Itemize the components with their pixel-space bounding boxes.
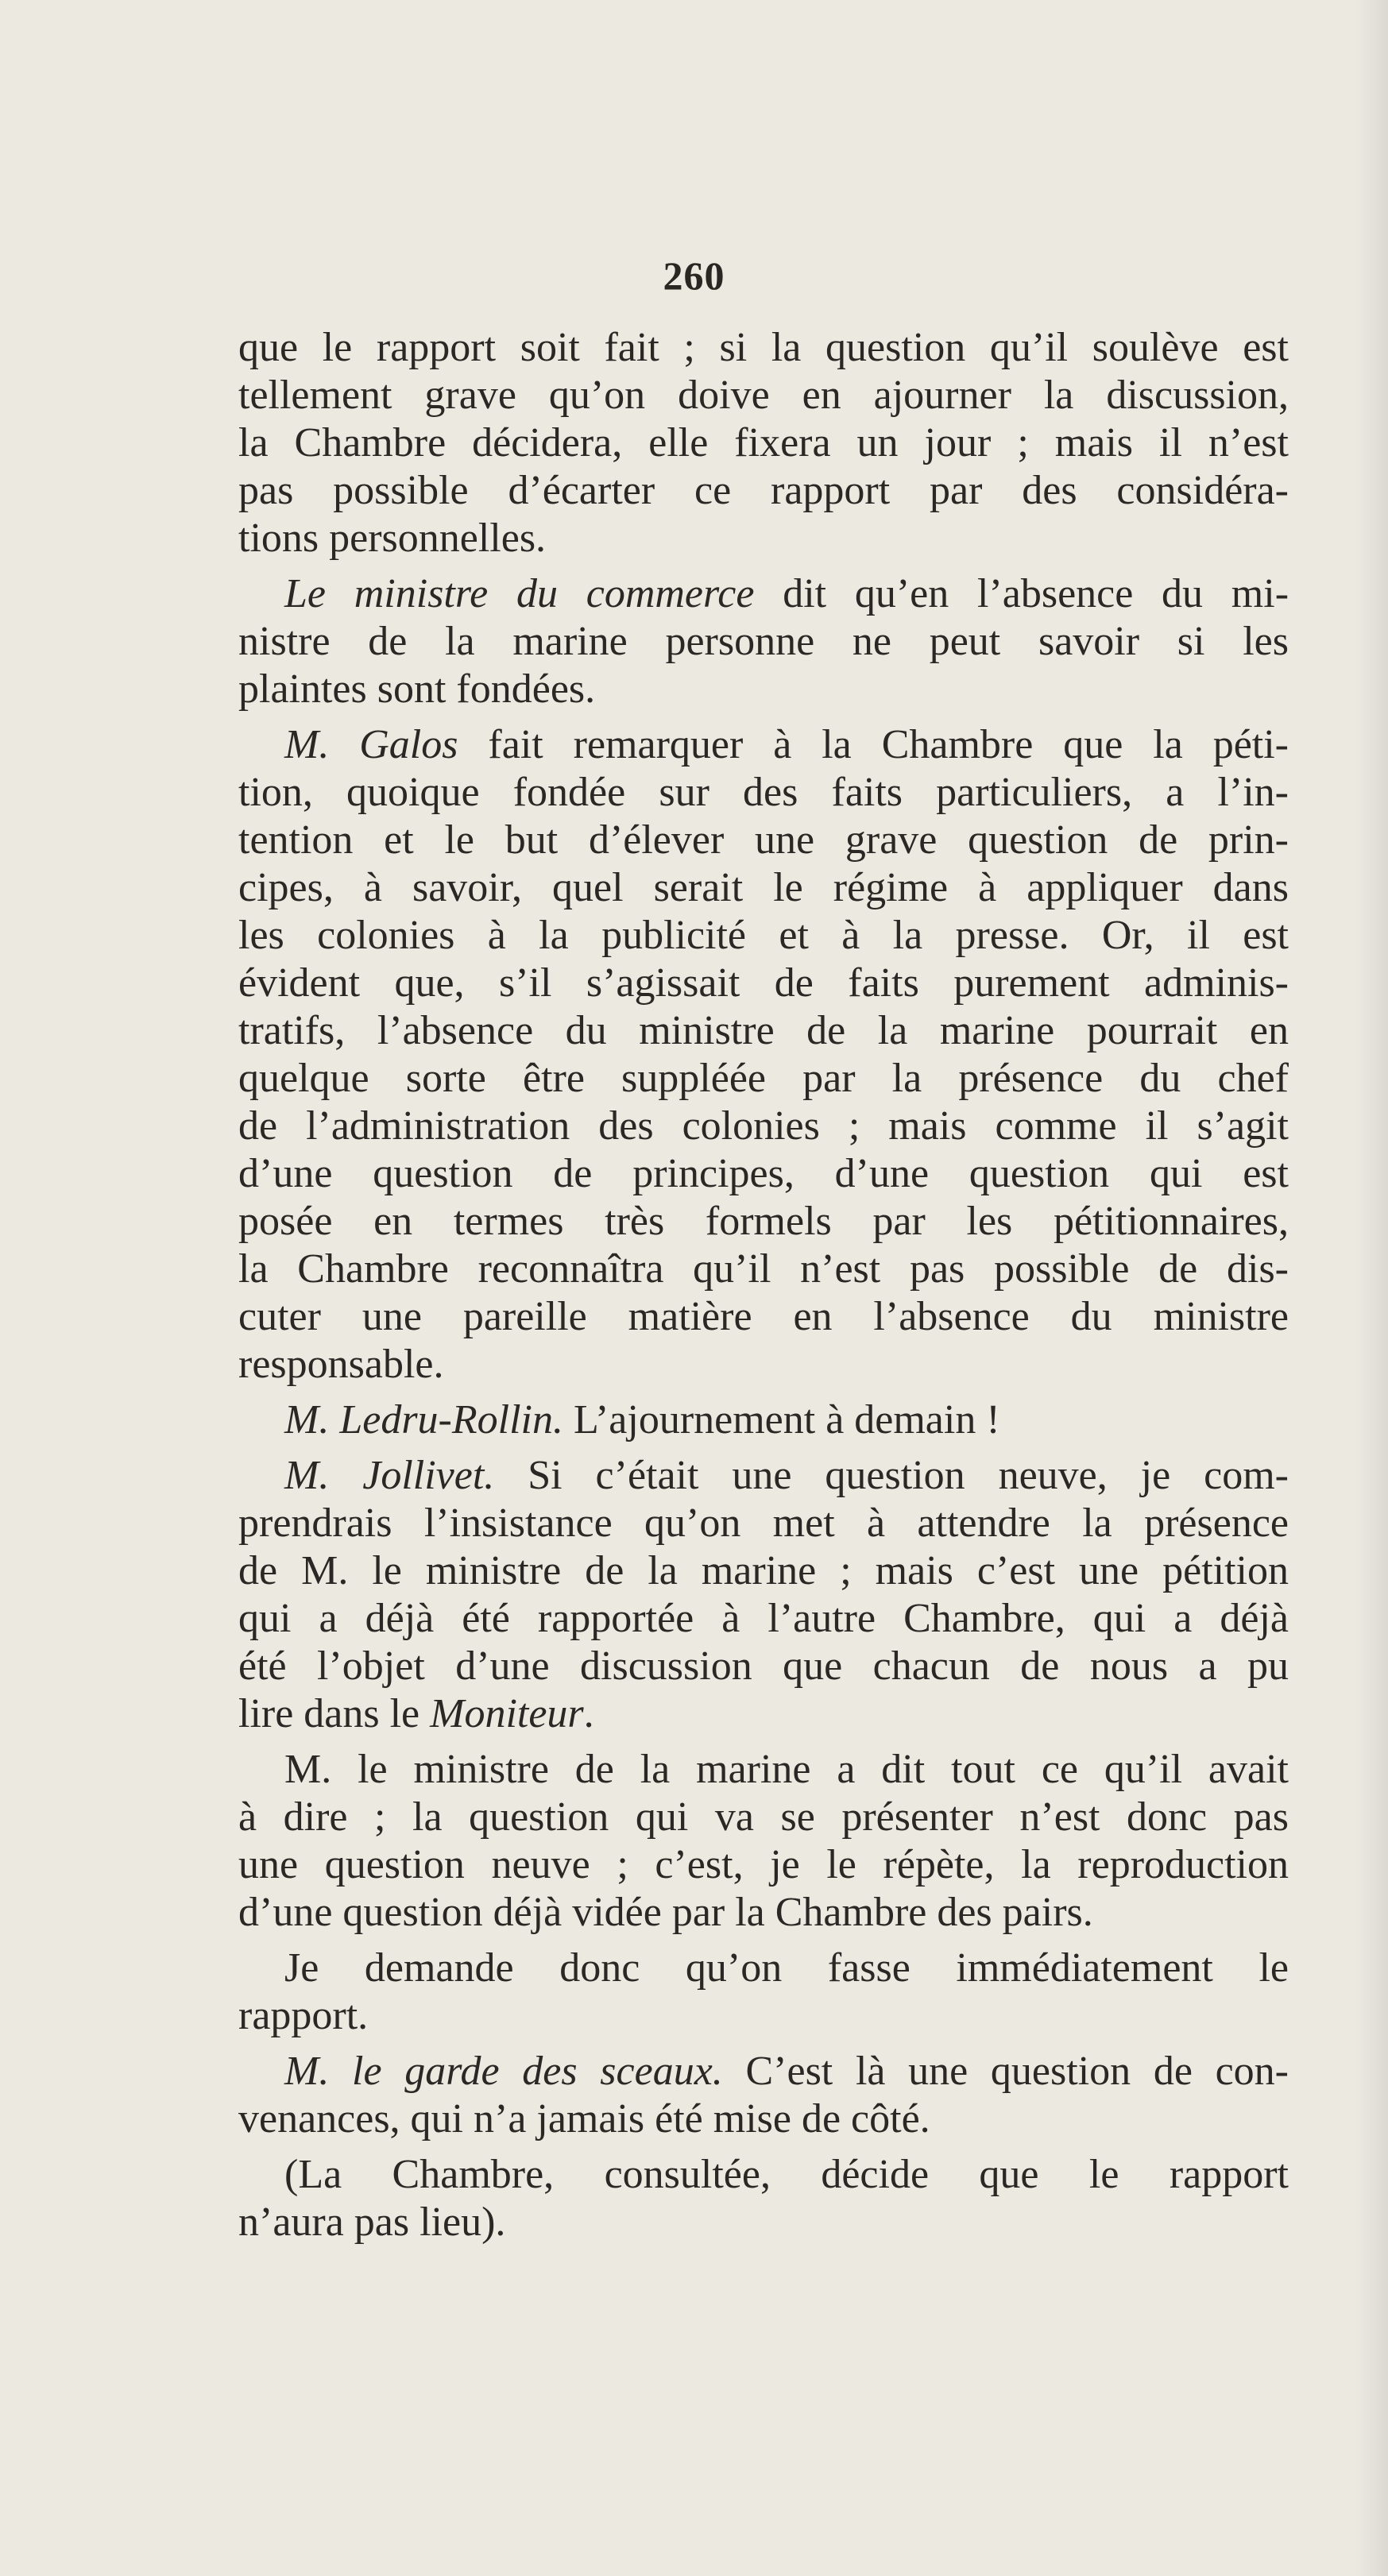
- newspaper-title: Moniteur: [430, 1691, 584, 1736]
- text-line: d’une question de principes, d’une question qui est: [238, 1151, 1289, 1196]
- text-line: M. le garde des sceaux. C’est là une question de con-: [284, 2049, 1289, 2094]
- text-line: d’une question déjà vidée par la Chambre des pairs.: [238, 1890, 1093, 1935]
- text-line: rapport.: [238, 1993, 369, 2038]
- text-line: tellement grave qu’on doive en ajourner la discussion,: [238, 373, 1289, 418]
- text-line: tention et le but d’élever une grave question de prin-: [238, 817, 1289, 863]
- text-line: M. le ministre de la marine a dit tout ce qu’il avait: [284, 1747, 1289, 1792]
- text-line: la Chambre décidera, elle fixera un jour ; mais il n’est: [238, 420, 1289, 465]
- speaker-name: M. Jollivet.: [284, 1453, 495, 1498]
- text-line: plaintes sont fondées.: [238, 666, 596, 712]
- speaker-name: M. Galos: [284, 722, 458, 767]
- text-line: de M. le ministre de la marine ; mais c’est une pétition: [238, 1548, 1289, 1593]
- text-line: évident que, s’il s’agissait de faits purement adminis-: [238, 960, 1289, 1006]
- paragraph: [238, 1452, 1289, 1738]
- text-line: (La Chambre, consultée, décide que le rapport: [284, 2152, 1289, 2197]
- text-line: tions personnelles.: [238, 516, 547, 561]
- paragraph: [238, 570, 1289, 713]
- text-line: quelque sorte être suppléée par la présence du chef: [238, 1056, 1289, 1101]
- text-line: pas possible d’écarter ce rapport par des considéra-: [238, 468, 1289, 513]
- text-line: la Chambre reconnaîtra qu’il n’est pas possible de dis-: [238, 1246, 1289, 1292]
- paragraph: [238, 721, 1289, 1388]
- text-line: que le rapport soit fait ; si la question qu’il soulève est: [238, 325, 1289, 370]
- text-line: Le ministre du commerce dit qu’en l’absence du mi-: [284, 571, 1289, 616]
- page-body: [238, 324, 1289, 2246]
- text-line: tion, quoique fondée sur des faits particuliers, a l’in-: [238, 770, 1289, 815]
- text-line: venances, qui n’a jamais été mise de côté.: [238, 2096, 930, 2142]
- text-line: une question neuve ; c’est, je le répète, la reproduction: [238, 1842, 1289, 1887]
- text-line: responsable.: [238, 1342, 444, 1387]
- speaker-name: M. le garde des sceaux.: [284, 2049, 723, 2094]
- text-line: les colonies à la publicité et à la presse. Or, il est: [238, 913, 1289, 958]
- page-number: 260: [663, 253, 725, 298]
- speaker-name: Le ministre du commerce: [284, 571, 755, 616]
- paragraph: [238, 1945, 1289, 2040]
- paragraph: [238, 1396, 1289, 1444]
- page-gutter-shadow: [1356, 0, 1388, 2576]
- paragraph: [238, 1746, 1289, 1937]
- text-line: qui a déjà été rapportée à l’autre Chambre, qui a déjà: [238, 1596, 1289, 1641]
- paragraph: [238, 2151, 1289, 2246]
- text-line: M. Galos fait remarquer à la Chambre que la péti-: [284, 722, 1289, 767]
- paragraph: [238, 324, 1289, 562]
- text-line: nistre de la marine personne ne peut savoir si les: [238, 619, 1289, 664]
- text-line: M. Ledru-Rollin. L’ajournement à demain !: [284, 1397, 1000, 1442]
- text-line: de l’administration des colonies ; mais comme il s’agit: [238, 1103, 1289, 1149]
- text-line: tratifs, l’absence du ministre de la marine pourrait en: [238, 1008, 1289, 1053]
- text-line: cipes, à savoir, quel serait le régime à appliquer dans: [238, 865, 1289, 910]
- text-line: cuter une pareille matière en l’absence du ministre: [238, 1294, 1289, 1339]
- text-line: été l’objet d’une discussion que chacun de nous a pu: [238, 1643, 1289, 1689]
- text-line: n’aura pas lieu).: [238, 2199, 506, 2245]
- text-line: M. Jollivet. Si c’était une question neuve, je com-: [284, 1453, 1289, 1498]
- text-line: lire dans le Moniteur.: [238, 1691, 594, 1736]
- paragraph: [238, 2048, 1289, 2143]
- text-line: à dire ; la question qui va se présenter n’est donc pas: [238, 1794, 1289, 1840]
- text-line: Je demande donc qu’on fasse immédiatement le: [284, 1945, 1289, 1991]
- text-line: prendrais l’insistance qu’on met à attendre la présence: [238, 1500, 1289, 1546]
- speaker-name: M. Ledru-Rollin.: [284, 1397, 563, 1442]
- text-line: posée en termes très formels par les pétitionnaires,: [238, 1199, 1289, 1244]
